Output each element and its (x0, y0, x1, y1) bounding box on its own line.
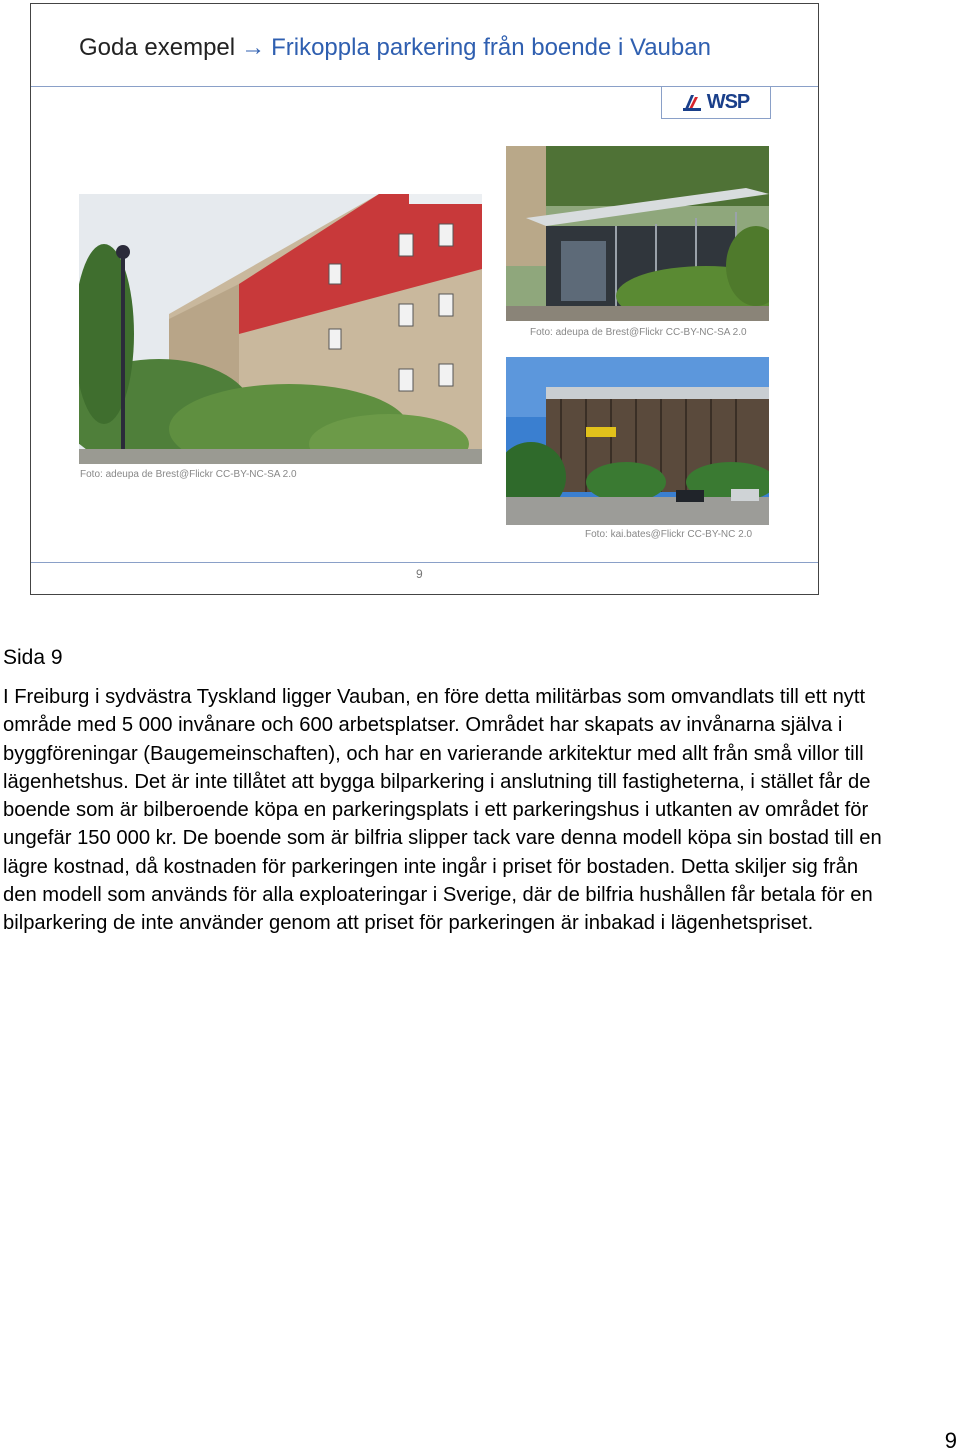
slide-number: 9 (416, 567, 423, 581)
photo-parking-garage (506, 357, 769, 525)
slide-title-lead: Goda exempel (79, 34, 236, 61)
slide-title (79, 34, 711, 62)
photo-credit-bike-shelter: Foto: adeupa de Brest@Flickr CC-BY-NC-SA 2.0 (530, 327, 747, 338)
photo-row-houses (79, 194, 482, 464)
wsp-logo (661, 86, 771, 119)
page-number: 9 (944, 1428, 957, 1453)
slide-title-topic: Frikoppla parkering från boende i Vauban (271, 34, 711, 61)
slide-thumbnail (30, 3, 819, 595)
arrow-right-icon: → (241, 34, 266, 61)
notes-body: I Freiburg i sydvästra Tyskland ligger Vauban, en före detta militärbas som omvandlats till ett nytt område med 5 000 invånare och 600 arbetsplatser. Området har skapats av invånarna själva i byggföreningar (Baugemeinschaften), och har en varierande arkitektur med allt från små villor till lägenhetshus. Det är inte tillåtet att bygga bilparkering i anslutning till fastigheterna, i stället får de boende som är bilberoende köpa en parkeringsplats i ett parkeringshus i utkanten av området för ungefär 150 000 kr. De boende som är bilfria slipper tack vare denna modell köpa sin bostad till en lägre kostnad, då kostnaden för parkeringen inte ingår i priset för bostaden. Detta skiljer sig från den modell som används för alla exploateringar i Sverige, där de bilfria hushållen får betala för en bilparkering de inte använder genom att priset för parkeringen är inbakad i lägenhetspriset. (3, 686, 882, 935)
wsp-logo-text: WSP (706, 90, 750, 113)
notes-heading: Sida 9 (3, 646, 63, 669)
slide-footer-rule (31, 562, 818, 563)
speaker-notes (3, 644, 883, 938)
photo-credit-parking-garage: Foto: kai.bates@Flickr CC-BY-NC 2.0 (585, 529, 753, 540)
photo-bike-shelter (506, 146, 769, 321)
photo-credit-row-houses: Foto: adeupa de Brest@Flickr CC-BY-NC-SA 2.0 (80, 469, 297, 480)
wsp-logo-mark-icon (683, 93, 703, 111)
